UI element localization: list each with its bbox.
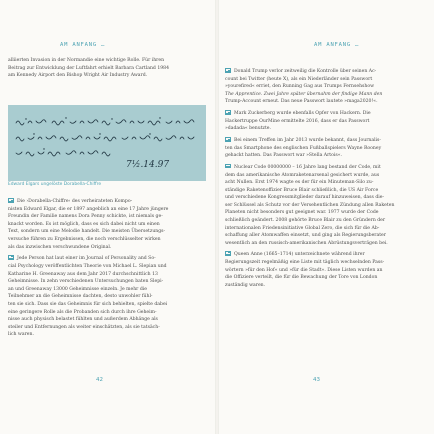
text-line: ständige Raketenoffizier Bruce Blair schließlich, die US Air Force [225,187,379,193]
text-line: Mark Zuckerberg wurde ebenfalls Opfer von Hackern. Die [225,110,425,118]
text-line: internationalen Friedensinitiative Global Zero, die sich für die Ab- [225,225,380,231]
text-line: eine geringere Rolle als die Probanden sich durch ihre Geheim- [8,309,157,315]
text-line: schließlich geändert. 2008 gehörte Bruce Blair zu den Gründern der [225,218,386,224]
text-line: dem das amerikanische Atomraketenarsenal gesichert wurde, aus [225,172,380,178]
image-caption: Edward Elgars ungelöste Dorabella-Chiffre [8,182,102,187]
text-line: »dadada« benutzte. [225,126,271,132]
page-number: 42 [96,377,103,383]
text-line: Freundin der Familie namens Dora Penny schickte, ist niemals ge- [8,214,163,220]
document-icon [225,110,231,115]
text-line: ten sie sich. Dass sie das Geheimnis für sich behielten, spielte dabei [8,301,168,307]
text-line: nisse auch physisch belastet fühlten und außerdem Abhänge als [8,317,158,323]
text-line: ten das Smartphone des englischen Fußballspielers Wayne Rooney [225,145,382,151]
intro-text [8,57,206,80]
text-line: Jede Person hat laut einer im Journal of Personality and So- [8,255,206,263]
text-line: Die ›Dorabella-Chiffre‹ des verheirateten Kompo- [8,198,206,206]
text-line: count bei Twitter (heute X), als ein Niederländer sein Passwort [225,76,373,82]
text-line: Hackertruppe OurMine ermittelte 2016, dass er das Passwort [225,118,370,124]
text-line: knackt worden. Es ist möglich, dass es sich dabei nicht um einen [8,221,160,227]
document-icon [225,164,231,169]
text-line: acht Nullen. Erst 1974 wagte es der für ein Minuteman-Silo zu- [225,180,374,186]
dorabella-cipher-image [8,105,206,181]
text-line: schaffung aller Atomwaffen einsetzt, und ging als Regierungsberater [225,233,386,239]
text-line: lich waren. [8,332,34,338]
running-head: AM ANFANG … [314,42,360,48]
text-line: cial Psychology veröffentlichten Theorie von Michael L. Slepian und [8,263,167,269]
document-icon [225,251,231,256]
document-icon [225,137,231,142]
text-line: Planeten nicht besonders gut geeignet war. 1977 wurde der Code [225,210,379,216]
text-line: Text, sondern um eine Melodie handelt. Die meisten Übersetzungs- [8,229,166,235]
text-line: am Kennedy Airport den Bishop Wright Air Industry Award. [8,73,148,79]
text-line: »yourefired« erriet, den Running Gag aus Trumps Fernsehshow [225,84,375,90]
text-line: gehackt hatten. Das Passwort war »Stella Artois«. [225,153,342,159]
text-line: versuche führen zu Ergebnissen, die noch verschlüsselter wirken [8,237,161,243]
text-line: und verschiedene Kongressmitglieder darauf hinzuweisen, dass die- [225,195,384,201]
text-line: ser Schlüssel als Schutz vor der Versehentlichen Zündung allen Raketen [225,202,395,208]
document-icon [8,255,14,260]
text-line: nisten Edward Elgar, die er 1897 angeblich an eine 17 Jahre jüngere [8,206,169,212]
right-page [218,0,434,434]
text-line: Queen Anne (1665–1714) unterzeichnete während ihrer [225,251,425,259]
page-number: 43 [313,377,320,383]
document-icon [8,198,14,203]
text-line: Regierungszeit regelmäßig eine Liste mit täglich wechselnden Pass- [225,260,385,266]
left-page [0,0,216,434]
text-line: zuständig waren. [225,282,266,288]
text-line: Nuclear Code 00000000 – 16 Jahre lang bestand der Code, mit [225,164,425,172]
text-line: steiler und Entfernungen als weiter einschätzten, als sie tatsäch- [8,324,160,330]
text-line: Katharine H. Greenaway aus dem Jahr 2017 durchschnittlich 13 [8,271,158,277]
document-icon [225,68,231,73]
text-line: Teilnehmer an die Geheimnisse dachten, desto unwohler fühl- [8,294,153,300]
text-line: Trump-Account erneut. Das neue Passwort lautete »maga2020!«. [225,99,378,105]
body-text [225,68,425,290]
cipher-signature: 7½.14.97 [126,160,170,170]
text-line: Bei einem Treffen im Jahr 2013 wurde bekannt, dass Journalis- [225,137,425,145]
text-line: wörtern »für den Hof« und »für die Stadt«. Diese Listen wurden an [225,267,383,273]
text-line: Donald Trump verlor zeitweilig die Kontrolle über seinen Ac- [225,68,425,76]
cipher-handwriting [8,105,206,181]
text-line: Beitrag zur Entwicklung der Luftfahrt erhielt Barbara Cartland 1984 [8,65,170,71]
running-head: AM ANFANG … [60,42,106,48]
text-line: die Offiziere verteilt, die für die Bewachung der Tore von London [225,275,378,281]
text-line: alliierten Invasion in der Normandie eine wichtige Rolle. Für ihren [8,58,165,63]
text-line: an und Greenaway 13000 Geheimnisse einzeln. Je mehr die [8,286,147,292]
body-text [8,198,206,339]
text-line: als das inzwischen verschwundene Original. [8,244,112,250]
text-line: Geheimnisse. In zehn verschiedenen Untersuchungen baten Slepi- [8,279,164,285]
text-line: The Apprentice. Zwei Jahre später übernahm der findige Mann den [225,91,383,97]
text-line: wesentlich an den russisch-amerikanischen Abrüstungsverträgen bei. [225,240,388,246]
